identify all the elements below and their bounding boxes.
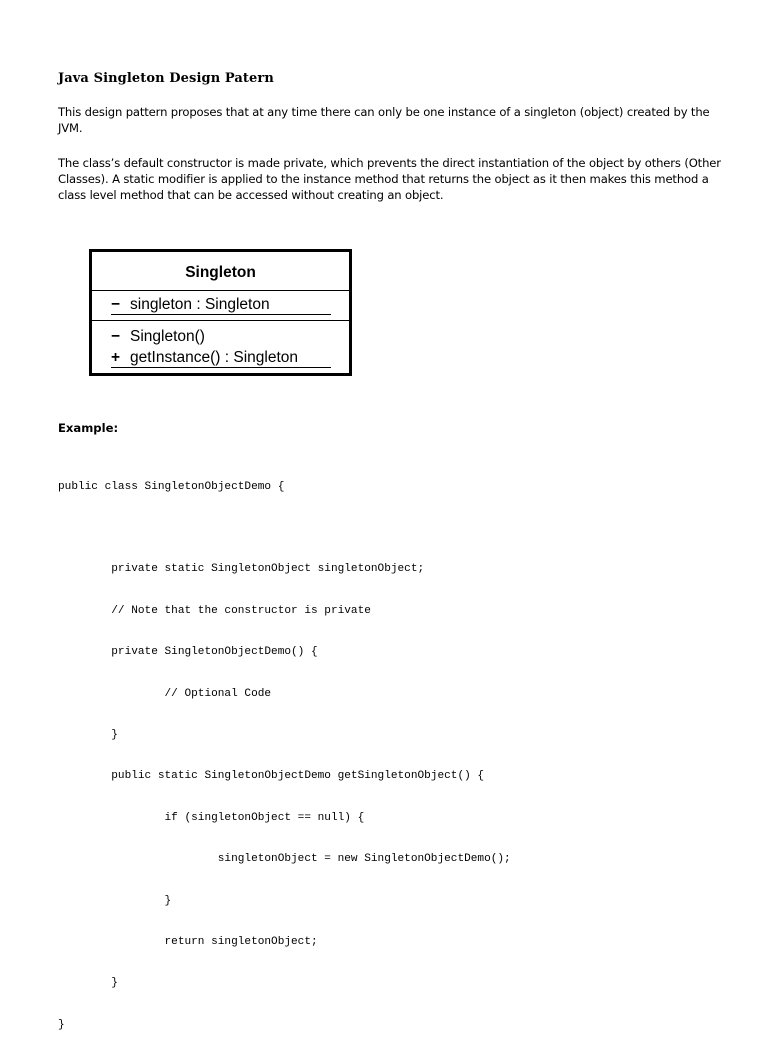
code-line: } xyxy=(58,728,118,741)
code-line: public class SingletonObjectDemo { xyxy=(58,480,285,493)
visibility-public-icon: + xyxy=(111,349,121,366)
paragraph-line: JVM. xyxy=(58,121,83,135)
code-line xyxy=(58,522,511,536)
uml-class-name: Singleton xyxy=(185,264,256,281)
paragraph-line: class level method that can be accessed without creating an object. xyxy=(58,188,444,202)
code-line: return singletonObject; xyxy=(58,935,318,948)
uml-operation-text: Singleton() xyxy=(130,328,205,345)
document-title: Java Singleton Design Patern xyxy=(58,71,274,86)
uml-class-diagram xyxy=(89,249,352,376)
example-label: Example: xyxy=(58,421,119,435)
visibility-private-icon: − xyxy=(111,296,121,313)
code-line: } xyxy=(58,977,118,990)
paragraph-line: This design pattern proposes that at any time there can only be one instance of a singleton (object) created by the xyxy=(58,105,710,119)
code-line: // Note that the constructor is private xyxy=(58,604,371,617)
uml-divider xyxy=(92,290,349,291)
uml-operation-text: getInstance() : Singleton xyxy=(130,349,299,366)
uml-operation xyxy=(111,349,331,368)
uml-operation xyxy=(111,328,331,346)
code-line: // Optional Code xyxy=(58,687,272,700)
uml-divider xyxy=(92,320,349,321)
visibility-private-icon: − xyxy=(111,328,121,345)
paragraph-line: The class’s default constructor is made private, which prevents the direct instantiation of the object by others (Other xyxy=(58,156,721,170)
code-block xyxy=(58,453,511,1060)
constructor-paragraph xyxy=(58,155,738,203)
uml-attribute-text: singleton : Singleton xyxy=(130,296,270,313)
intro-paragraph xyxy=(58,104,738,136)
code-line: singletonObject = new SingletonObjectDemo(); xyxy=(58,853,511,866)
code-line: if (singletonObject == null) { xyxy=(58,811,365,824)
code-line: private SingletonObjectDemo() { xyxy=(58,646,318,659)
uml-attribute xyxy=(111,296,331,315)
code-line: } xyxy=(58,894,172,907)
code-line: public static SingletonObjectDemo getSingletonObject() { xyxy=(58,770,485,783)
paragraph-line: Classes). A static modifier is applied to the instance method that returns the object as it then makes this method a xyxy=(58,172,709,186)
code-line: } xyxy=(58,1018,65,1031)
code-line: private static SingletonObject singletonObject; xyxy=(58,563,425,576)
